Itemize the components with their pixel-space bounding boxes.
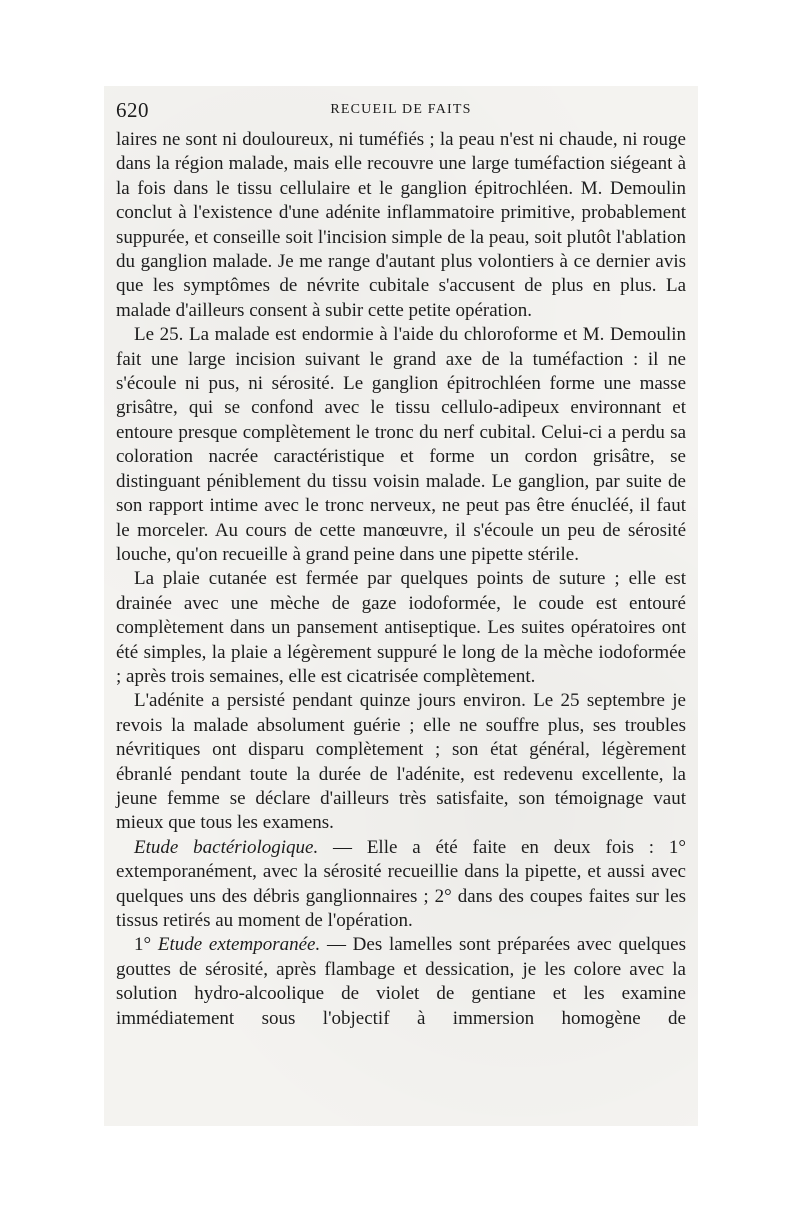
body-text <box>116 128 686 1031</box>
page-header <box>116 96 686 126</box>
paragraph-2: Le 25. La malade est endormie à l'aide du chloroforme et M. Demoulin fait une large incision suivant le grand axe de la tuméfaction : il ne s'écoule ni pus, ni sérosité. Le ganglion épitrochléen forme une masse grisâtre, qui se confond avec le tissu cellulo-adipeux environnant et entoure presque complètement le tronc du nerf cubital. Celui-ci a perdu sa coloration nacrée caractéristique et forme un cordon grisâtre, se distinguant péniblement du tissu voisin malade. Le ganglion, par suite de son rapport intime avec le tronc nerveux, ne peut pas être énucléé, il faut le morceler. Au cours de cette manœuvre, il s'écoule un peu de sérosité louche, qu'on recueille à grand peine dans une pipette stérile. <box>116 324 686 565</box>
section-number: 1° <box>134 934 158 956</box>
paragraph-4: L'adénite a persisté pendant quinze jours environ. Le 25 septembre je revois la malade absolument guérie ; elle ne souffre plus, ses troubles névritiques ont disparu complètement ; son état général, légèrement ébranlé pendant toute la durée de l'adénite, est redevenu excellente, la jeune femme se déclare d'ailleurs très satisfaite, son témoignage vaut mieux que tous les examens. <box>116 690 686 834</box>
section-title-extemporaneous: Etude extemporanée. <box>157 934 321 956</box>
paragraph-5-text: — Elle a été faite en deux fois : 1° extemporanément, avec la sérosité recueillie dans la pipette, et aussi avec quelques uns des débris ganglionnaires ; 2° dans des coupes faites sur les tissus retirés au moment de l'opération. <box>116 836 686 931</box>
page-number: 620 <box>116 98 149 122</box>
section-title-bacteriology: Etude bactériologique. <box>134 836 319 858</box>
paragraph-1: laires ne sont ni douloureux, ni tuméfiés ; la peau n'est ni chaude, ni rouge dans la région malade, mais elle recouvre une large tuméfaction siégeant à la fois dans le tissu cellulaire et le ganglion épitrochléen. M. Demoulin conclut à l'existence d'une adénite inflammatoire primitive, probablement suppurée, et conseille soit l'incision simple de la peau, soit plutôt l'ablation du ganglion malade. Je me range d'autant plus volontiers à ce dernier avis que les symptômes de névrite cubitale s'accusent de plus en plus. La malade d'ailleurs consent à subir cette petite opération. <box>116 129 686 321</box>
running-head: RECUEIL DE FAITS <box>330 102 472 117</box>
paragraph-3: La plaie cutanée est fermée par quelques points de suture ; elle est drainée avec une mèche de gaze iodoformée, le coude est entouré complètement dans un pansement antiseptique. Les suites opératoires ont été simples, la plaie a légèrement suppuré le long de la mèche iodoformée ; après trois semaines, elle est cicatrisée complètement. <box>116 568 686 687</box>
paragraph-5 <box>116 836 686 934</box>
paragraph-6 <box>116 933 686 1031</box>
paragraph-6-text: — Des lamelles sont préparées avec quelques gouttes de sérosité, après flambage et dessication, je les colore avec la solution hydro-alcoolique de violet de gentiane et les examine immédiatement sous l'objectif à immersion homogène de <box>116 934 686 1029</box>
